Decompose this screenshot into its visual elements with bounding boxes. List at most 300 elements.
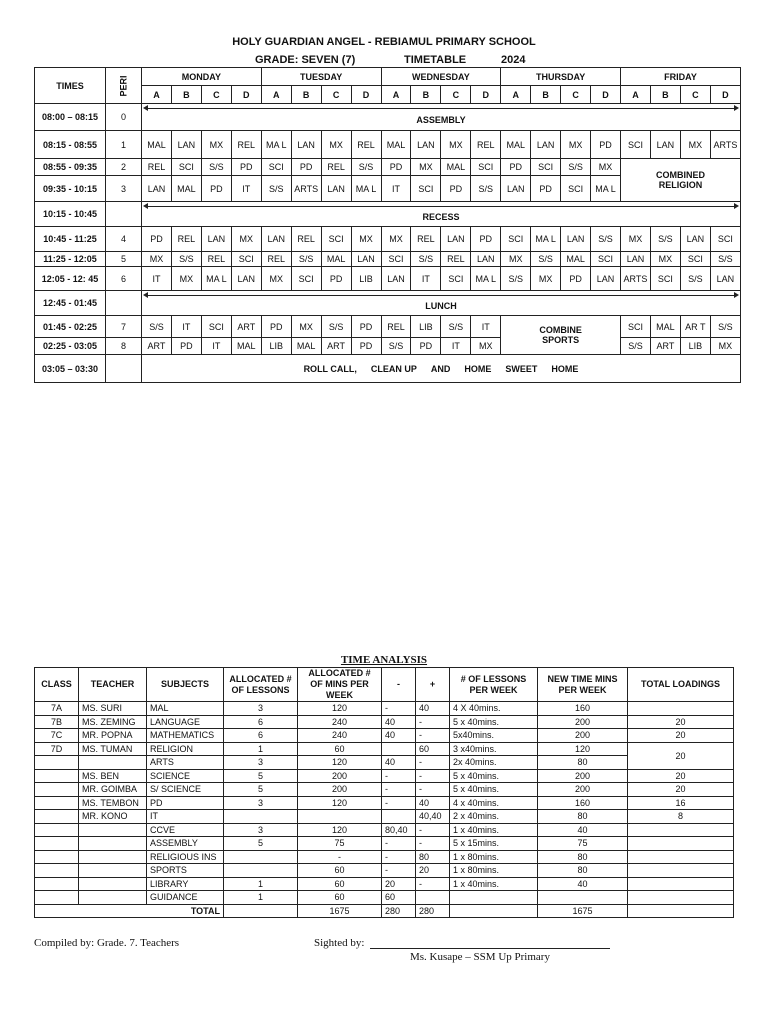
analysis-cell bbox=[298, 810, 382, 824]
analysis-cell bbox=[35, 837, 79, 851]
total-cell bbox=[628, 904, 734, 918]
analysis-cell: 3 bbox=[224, 796, 298, 810]
class-header: A bbox=[501, 86, 531, 104]
period-cell: 7 bbox=[106, 316, 142, 338]
lesson-cell: MA L bbox=[261, 131, 291, 159]
lesson-cell: MX bbox=[261, 267, 291, 291]
analysis-cell: 20 bbox=[628, 742, 734, 769]
analysis-cell: SCIENCE bbox=[147, 769, 224, 783]
analysis-cell bbox=[79, 850, 147, 864]
analysis-cell: LIBRARY bbox=[147, 877, 224, 891]
lesson-cell: REL bbox=[231, 131, 261, 159]
break-recess bbox=[142, 202, 741, 227]
lesson-cell: PD bbox=[351, 316, 381, 338]
analysis-cell: LANGUAGE bbox=[147, 715, 224, 729]
analysis-cell: 3 bbox=[224, 702, 298, 716]
analysis-cell bbox=[35, 823, 79, 837]
lesson-cell: MAL bbox=[501, 131, 531, 159]
analysis-cell: 120 bbox=[298, 796, 382, 810]
analysis-header: SUBJECTS bbox=[147, 668, 224, 702]
lesson-cell: MX bbox=[501, 252, 531, 267]
break-assembly bbox=[142, 104, 741, 131]
class-header: D bbox=[351, 86, 381, 104]
analysis-cell: 5 x 40mins. bbox=[450, 715, 538, 729]
analysis-cell: 2 x 40mins. bbox=[450, 810, 538, 824]
analysis-cell bbox=[538, 891, 628, 905]
time-cell: 09:35 - 10:15 bbox=[35, 176, 106, 202]
lesson-cell: REL bbox=[351, 131, 381, 159]
double-arrow bbox=[145, 295, 737, 296]
analysis-header: NEW TIME MINS PER WEEK bbox=[538, 668, 628, 702]
total-new: 1675 bbox=[538, 904, 628, 918]
lesson-cell: LAN bbox=[591, 267, 621, 291]
analysis-cell: - bbox=[382, 796, 416, 810]
lesson-cell: S/S bbox=[591, 227, 621, 252]
lesson-cell: PD bbox=[321, 267, 351, 291]
analysis-cell: 120 bbox=[298, 702, 382, 716]
analysis-row bbox=[35, 702, 734, 716]
lesson-cell: IT bbox=[471, 316, 501, 338]
lesson-cell: LAN bbox=[501, 176, 531, 202]
lesson-cell: MX bbox=[531, 267, 561, 291]
analysis-cell: 4 x 40mins. bbox=[450, 796, 538, 810]
analysis-cell: 60 bbox=[298, 891, 382, 905]
lesson-cell: PD bbox=[531, 176, 561, 202]
lesson-cell: MX bbox=[142, 252, 172, 267]
analysis-cell: MATHEMATICS bbox=[147, 729, 224, 743]
lesson-cell: S/S bbox=[471, 176, 501, 202]
class-header: B bbox=[411, 86, 441, 104]
lesson-cell: SCI bbox=[321, 227, 351, 252]
class-header: D bbox=[471, 86, 501, 104]
lesson-cell: MA L bbox=[531, 227, 561, 252]
analysis-cell: 80 bbox=[416, 850, 450, 864]
day-header-tuesday: TUESDAY bbox=[261, 68, 381, 86]
lesson-cell: SCI bbox=[531, 159, 561, 176]
analysis-cell: 40 bbox=[382, 715, 416, 729]
analysis-cell: RELIGION bbox=[147, 742, 224, 756]
analysis-cell: 3 bbox=[224, 823, 298, 837]
class-header: A bbox=[142, 86, 172, 104]
analysis-cell: MS. SURI bbox=[79, 702, 147, 716]
analysis-cell bbox=[628, 823, 734, 837]
lesson-cell: MAL bbox=[561, 252, 591, 267]
lesson-cell: REL bbox=[291, 227, 321, 252]
lesson-cell: MX bbox=[591, 159, 621, 176]
analysis-cell bbox=[224, 864, 298, 878]
class-header: A bbox=[261, 86, 291, 104]
analysis-cell: 5 bbox=[224, 837, 298, 851]
lesson-cell: S/S bbox=[650, 227, 680, 252]
analysis-row bbox=[35, 823, 734, 837]
analysis-cell: 200 bbox=[298, 783, 382, 797]
time-cell: 03:05 – 03:30 bbox=[35, 355, 106, 383]
analysis-cell bbox=[35, 796, 79, 810]
analysis-cell: - bbox=[416, 715, 450, 729]
analysis-cell: MS. TUMAN bbox=[79, 742, 147, 756]
analysis-cell: 240 bbox=[298, 715, 382, 729]
class-header: C bbox=[201, 86, 231, 104]
analysis-cell bbox=[628, 850, 734, 864]
day-header-wednesday: WEDNESDAY bbox=[381, 68, 501, 86]
timetable-row bbox=[35, 131, 741, 159]
analysis-cell: 20 bbox=[628, 783, 734, 797]
analysis-row bbox=[35, 837, 734, 851]
lesson-cell: IT bbox=[231, 176, 261, 202]
lesson-cell: S/S bbox=[501, 267, 531, 291]
analysis-cell: MS. TEMBON bbox=[79, 796, 147, 810]
analysis-cell: 80 bbox=[538, 864, 628, 878]
analysis-cell: 5 bbox=[224, 769, 298, 783]
lesson-cell: S/S bbox=[201, 159, 231, 176]
class-header: B bbox=[531, 86, 561, 104]
lesson-cell: MX bbox=[321, 131, 351, 159]
analysis-header: ALLOCATED # OF LESSONS bbox=[224, 668, 298, 702]
analysis-cell: 200 bbox=[538, 783, 628, 797]
class-header: C bbox=[321, 86, 351, 104]
analysis-cell bbox=[79, 823, 147, 837]
analysis-cell: SPORTS bbox=[147, 864, 224, 878]
lesson-cell: MX bbox=[411, 159, 441, 176]
analysis-cell: S/ SCIENCE bbox=[147, 783, 224, 797]
lesson-cell: LIB bbox=[680, 338, 710, 355]
analysis-cell: 120 bbox=[298, 756, 382, 770]
lesson-cell: PD bbox=[142, 227, 172, 252]
lesson-cell: LAN bbox=[621, 252, 651, 267]
period-cell: 2 bbox=[106, 159, 142, 176]
time-cell: 12:05 - 12: 45 bbox=[35, 267, 106, 291]
lesson-cell: MX bbox=[441, 131, 471, 159]
lesson-cell: IT bbox=[142, 267, 172, 291]
analysis-row bbox=[35, 810, 734, 824]
analysis-cell: 200 bbox=[538, 715, 628, 729]
lesson-cell: PD bbox=[351, 338, 381, 355]
analysis-cell bbox=[35, 810, 79, 824]
lesson-cell: REL bbox=[201, 252, 231, 267]
analysis-cell: MR. POPNA bbox=[79, 729, 147, 743]
timetable-grid bbox=[34, 67, 741, 383]
lesson-cell: LAN bbox=[561, 227, 591, 252]
lesson-cell: S/S bbox=[261, 176, 291, 202]
lesson-cell: MA L bbox=[591, 176, 621, 202]
analysis-cell: 3 x40mins. bbox=[450, 742, 538, 756]
analysis-cell: 1 x 80mins. bbox=[450, 864, 538, 878]
lesson-cell: MX bbox=[351, 227, 381, 252]
lesson-cell: LAN bbox=[291, 131, 321, 159]
lesson-cell: PD bbox=[501, 159, 531, 176]
lesson-cell: SCI bbox=[501, 227, 531, 252]
analysis-cell: - bbox=[382, 769, 416, 783]
analysis-cell: 6 bbox=[224, 715, 298, 729]
analysis-header: TEACHER bbox=[79, 668, 147, 702]
signature-line bbox=[370, 948, 610, 949]
analysis-cell: - bbox=[416, 837, 450, 851]
lesson-cell: S/S bbox=[351, 159, 381, 176]
time-cell: 11:25 - 12:05 bbox=[35, 252, 106, 267]
lesson-cell: PD bbox=[171, 338, 201, 355]
grade-label: GRADE: SEVEN (7) bbox=[255, 54, 356, 66]
class-header: A bbox=[621, 86, 651, 104]
lesson-cell: MAL bbox=[321, 252, 351, 267]
lesson-cell: IT bbox=[201, 338, 231, 355]
lesson-cell: S/S bbox=[561, 159, 591, 176]
lesson-cell: SCI bbox=[231, 252, 261, 267]
school-title: HOLY GUARDIAN ANGEL - REBIAMUL PRIMARY SCHOOL bbox=[232, 36, 536, 48]
lesson-cell: REL bbox=[171, 227, 201, 252]
analysis-cell bbox=[35, 769, 79, 783]
period-cell: 1 bbox=[106, 131, 142, 159]
lesson-cell: PD bbox=[561, 267, 591, 291]
analysis-cell bbox=[628, 837, 734, 851]
day-header-friday: FRIDAY bbox=[621, 68, 741, 86]
analysis-cell: 40,40 bbox=[416, 810, 450, 824]
sighted-by: Sighted by: bbox=[314, 937, 365, 949]
lesson-cell: LAN bbox=[411, 131, 441, 159]
analysis-cell: - bbox=[416, 729, 450, 743]
total-cell bbox=[450, 904, 538, 918]
analysis-cell: - bbox=[382, 702, 416, 716]
lesson-cell: MX bbox=[381, 227, 411, 252]
analysis-cell bbox=[35, 850, 79, 864]
thursday-combined: COMBINE SPORTS bbox=[501, 316, 621, 355]
analysis-cell: 40 bbox=[538, 877, 628, 891]
timetable-row bbox=[35, 355, 741, 383]
analysis-row bbox=[35, 715, 734, 729]
analysis-cell: 20 bbox=[628, 729, 734, 743]
closing-word: AND bbox=[430, 363, 451, 374]
timetable-row bbox=[35, 338, 741, 355]
analysis-cell: - bbox=[382, 837, 416, 851]
analysis-cell: 5 x 40mins. bbox=[450, 783, 538, 797]
period-cell: 6 bbox=[106, 267, 142, 291]
lesson-cell: S/S bbox=[291, 252, 321, 267]
analysis-cell: ARTS bbox=[147, 756, 224, 770]
lesson-cell: LAN bbox=[171, 131, 201, 159]
analysis-cell: 3 bbox=[224, 756, 298, 770]
closing-word: HOME bbox=[551, 363, 579, 374]
analysis-cell: 1 x 80mins. bbox=[450, 850, 538, 864]
analysis-row bbox=[35, 796, 734, 810]
lesson-cell: ART bbox=[231, 316, 261, 338]
lesson-cell: ART bbox=[650, 338, 680, 355]
lesson-cell: S/S bbox=[531, 252, 561, 267]
lesson-cell: LAN bbox=[201, 227, 231, 252]
timetable-label: TIMETABLE bbox=[404, 54, 467, 66]
total-mins: 1675 bbox=[298, 904, 382, 918]
timetable-row bbox=[35, 267, 741, 291]
analysis-cell: 16 bbox=[628, 796, 734, 810]
analysis-cell bbox=[79, 756, 147, 770]
analysis-cell bbox=[450, 891, 538, 905]
analysis-cell: 40 bbox=[538, 823, 628, 837]
double-arrow bbox=[145, 206, 737, 207]
analysis-cell bbox=[79, 877, 147, 891]
lesson-cell: IT bbox=[381, 176, 411, 202]
analysis-cell: 5 x 40mins. bbox=[450, 769, 538, 783]
analysis-cell: RELIGIOUS INS bbox=[147, 850, 224, 864]
lesson-cell: MX bbox=[171, 267, 201, 291]
analysis-row bbox=[35, 729, 734, 743]
analysis-cell: 7B bbox=[35, 715, 79, 729]
analysis-row bbox=[35, 742, 734, 756]
analysis-cell: 1 bbox=[224, 742, 298, 756]
analysis-cell bbox=[79, 864, 147, 878]
analysis-header: ALLOCATED # OF MINS PER WEEK bbox=[298, 668, 382, 702]
analysis-cell bbox=[382, 810, 416, 824]
lesson-cell: S/S bbox=[680, 267, 710, 291]
lesson-cell: S/S bbox=[321, 316, 351, 338]
lesson-cell: LAN bbox=[231, 267, 261, 291]
time-analysis-title: TIME ANALYSIS bbox=[340, 654, 428, 666]
period-cell: 3 bbox=[106, 176, 142, 202]
timetable-row bbox=[35, 316, 741, 338]
lesson-cell: SCI bbox=[441, 267, 471, 291]
lesson-cell: LAN bbox=[650, 131, 680, 159]
analysis-cell: - bbox=[416, 823, 450, 837]
period-header bbox=[106, 68, 142, 104]
analysis-cell bbox=[79, 837, 147, 851]
analysis-row bbox=[35, 877, 734, 891]
lesson-cell: MAL bbox=[381, 131, 411, 159]
lesson-cell: LAN bbox=[261, 227, 291, 252]
analysis-cell: 7A bbox=[35, 702, 79, 716]
lesson-cell: MA L bbox=[471, 267, 501, 291]
lesson-cell: PD bbox=[471, 227, 501, 252]
lesson-cell: PD bbox=[441, 176, 471, 202]
analysis-cell: 20 bbox=[628, 715, 734, 729]
lesson-cell: SCI bbox=[381, 252, 411, 267]
class-header: B bbox=[650, 86, 680, 104]
lesson-cell: MAL bbox=[231, 338, 261, 355]
lesson-cell: ARTS bbox=[621, 267, 651, 291]
analysis-cell: 8 bbox=[628, 810, 734, 824]
analysis-cell: 40 bbox=[382, 729, 416, 743]
lesson-cell: LIB bbox=[411, 316, 441, 338]
analysis-cell: 200 bbox=[538, 729, 628, 743]
lesson-cell: MX bbox=[650, 252, 680, 267]
analysis-cell: IT bbox=[147, 810, 224, 824]
lesson-cell: MAL bbox=[291, 338, 321, 355]
lesson-cell: SCI bbox=[291, 267, 321, 291]
analysis-cell: MR. KONO bbox=[79, 810, 147, 824]
lesson-cell: ART bbox=[142, 338, 172, 355]
analysis-cell: 40 bbox=[416, 702, 450, 716]
lesson-cell: SCI bbox=[261, 159, 291, 176]
analysis-cell bbox=[628, 702, 734, 716]
closing-word: CLEAN UP bbox=[370, 363, 417, 374]
break-label: ASSEMBLY bbox=[416, 115, 466, 125]
closing-word: SWEET bbox=[505, 363, 538, 374]
analysis-cell: - bbox=[382, 783, 416, 797]
analysis-header: # OF LESSONS PER WEEK bbox=[450, 668, 538, 702]
analysis-cell bbox=[628, 877, 734, 891]
analysis-cell: 160 bbox=[538, 702, 628, 716]
analysis-cell: 60 bbox=[298, 864, 382, 878]
analysis-cell bbox=[416, 891, 450, 905]
lesson-cell: SCI bbox=[411, 176, 441, 202]
analysis-cell: 80,40 bbox=[382, 823, 416, 837]
analysis-header: TOTAL LOADINGS bbox=[628, 668, 734, 702]
class-header: B bbox=[171, 86, 201, 104]
closing-word: ROLL CALL, bbox=[303, 363, 357, 374]
class-header: D bbox=[231, 86, 261, 104]
lesson-cell: MX bbox=[561, 131, 591, 159]
lesson-cell: MAL bbox=[441, 159, 471, 176]
analysis-cell: 60 bbox=[298, 877, 382, 891]
lesson-cell: SCI bbox=[650, 267, 680, 291]
lesson-cell: REL bbox=[261, 252, 291, 267]
lesson-cell: REL bbox=[441, 252, 471, 267]
analysis-cell: - bbox=[382, 850, 416, 864]
break-label: RECESS bbox=[422, 212, 460, 222]
timetable-row bbox=[35, 227, 741, 252]
analysis-cell: - bbox=[416, 756, 450, 770]
lesson-cell: REL bbox=[411, 227, 441, 252]
analysis-header: - bbox=[382, 668, 416, 702]
lesson-cell: ART bbox=[321, 338, 351, 355]
time-cell: 08:15 - 08:55 bbox=[35, 131, 106, 159]
time-cell: 02:25 - 03:05 bbox=[35, 338, 106, 355]
lesson-cell: S/S bbox=[710, 252, 740, 267]
lesson-cell: S/S bbox=[710, 316, 740, 338]
analysis-row bbox=[35, 864, 734, 878]
lesson-cell: PD bbox=[201, 176, 231, 202]
lesson-cell: MA L bbox=[351, 176, 381, 202]
lesson-cell: PD bbox=[261, 316, 291, 338]
lesson-cell: MX bbox=[471, 338, 501, 355]
analysis-cell: 20 bbox=[416, 864, 450, 878]
analysis-cell bbox=[382, 742, 416, 756]
analysis-cell: 40 bbox=[416, 796, 450, 810]
analysis-cell: 4 X 40mins. bbox=[450, 702, 538, 716]
analysis-cell: CCVE bbox=[147, 823, 224, 837]
analysis-cell: 60 bbox=[298, 742, 382, 756]
analysis-cell: 200 bbox=[298, 769, 382, 783]
lesson-cell: PD bbox=[291, 159, 321, 176]
lesson-cell: AR T bbox=[680, 316, 710, 338]
lesson-cell: SCI bbox=[561, 176, 591, 202]
analysis-cell: 120 bbox=[538, 742, 628, 756]
analysis-cell bbox=[224, 850, 298, 864]
lesson-cell: MX bbox=[680, 131, 710, 159]
period-cell: 0 bbox=[106, 104, 142, 131]
lesson-cell: MA L bbox=[201, 267, 231, 291]
analysis-cell: 1 bbox=[224, 877, 298, 891]
lesson-cell: IT bbox=[411, 267, 441, 291]
analysis-header: CLASS bbox=[35, 668, 79, 702]
class-header: D bbox=[710, 86, 740, 104]
lesson-cell: S/S bbox=[411, 252, 441, 267]
analysis-row bbox=[35, 769, 734, 783]
class-header: D bbox=[591, 86, 621, 104]
lesson-cell: LAN bbox=[471, 252, 501, 267]
break-label: LUNCH bbox=[425, 301, 457, 311]
time-analysis-table bbox=[34, 667, 734, 918]
analysis-row bbox=[35, 783, 734, 797]
analysis-cell bbox=[628, 864, 734, 878]
double-arrow bbox=[145, 108, 737, 109]
friday-combined: COMBINED RELIGION bbox=[621, 159, 741, 202]
analysis-cell: - bbox=[416, 783, 450, 797]
analysis-cell: - bbox=[382, 864, 416, 878]
analysis-cell: 20 bbox=[628, 769, 734, 783]
analysis-cell: 80 bbox=[538, 756, 628, 770]
day-header-thursday: THURSDAY bbox=[501, 68, 621, 86]
closing-message bbox=[142, 355, 741, 383]
break-lunch bbox=[142, 291, 741, 316]
analysis-cell bbox=[35, 783, 79, 797]
analysis-cell: 5 x 15mins. bbox=[450, 837, 538, 851]
